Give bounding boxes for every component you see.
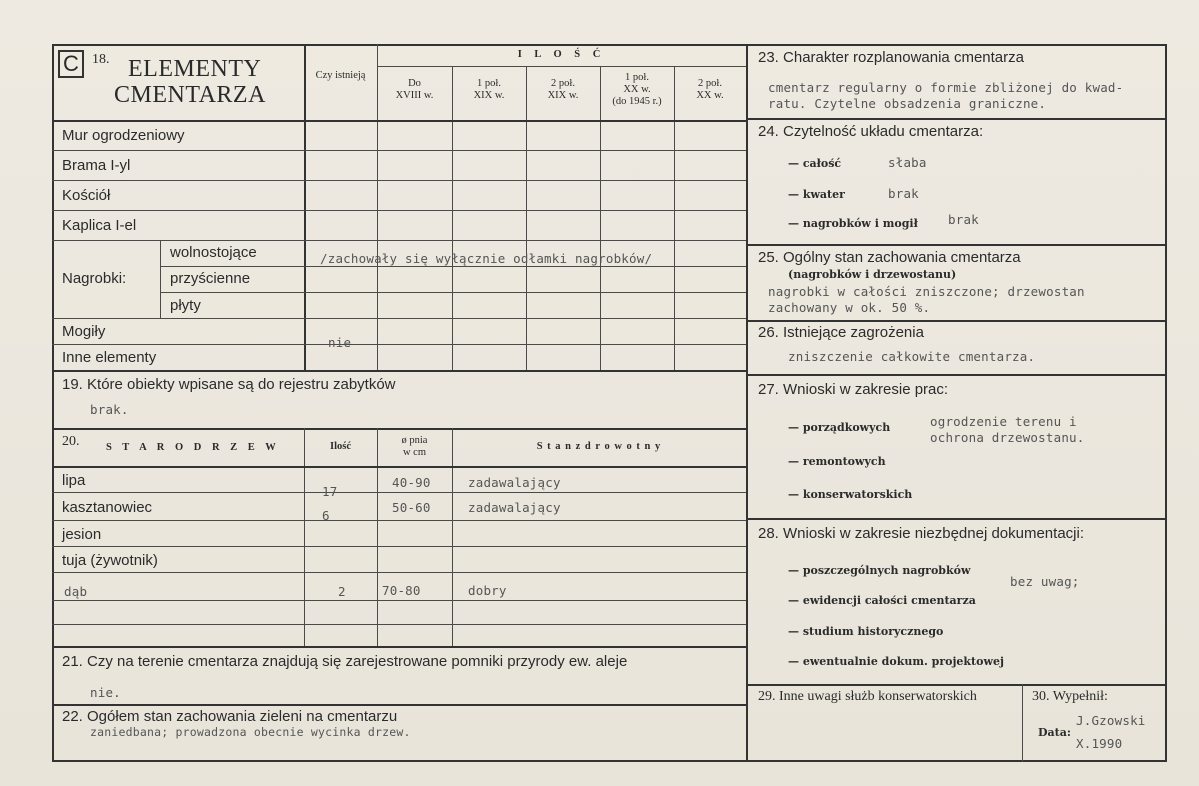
section28-answer: bez uwag; — [1010, 574, 1080, 589]
section25-line2: zachowany w ok. 50 %. — [768, 300, 931, 315]
section25-label: 25. Ogólny stan zachowania cmentarza — [758, 249, 1021, 266]
tree-kasztanowiec: kasztanowiec — [62, 499, 153, 516]
hline-s20-r4 — [52, 572, 746, 573]
section18-number: 18. — [92, 52, 110, 67]
section28-item-1: — poszczególnych nagrobków — [788, 564, 971, 577]
section22-answer: zaniedbana; prowadzona obecnie wycinka drzew. — [90, 725, 411, 739]
section24-nagrobkow: — nagrobków i mogił — [788, 217, 918, 230]
hline-18-bottom — [52, 370, 746, 372]
tree-dab: dąb — [64, 584, 88, 599]
diam-dab: 70-80 — [382, 583, 421, 598]
form-tag-box — [58, 50, 84, 78]
tree-lipa: lipa — [62, 472, 86, 489]
diam-lipa: 40-90 — [392, 475, 431, 490]
hline-r3 — [52, 210, 746, 211]
hline-s20-header — [52, 466, 746, 468]
col-hdr-4: 1 poł. XX w. (do 1945 r.) — [612, 72, 662, 107]
hline-s20-r5 — [52, 600, 746, 601]
row-plyty: płyty — [170, 297, 201, 314]
section30-label: 30. Wypełnił: — [1032, 689, 1108, 704]
hline-header-bottom — [52, 120, 746, 122]
vline-c4 — [600, 66, 601, 370]
diam-kasztanowiec: 50-60 — [392, 500, 431, 515]
center-divider — [746, 44, 748, 762]
count-jesion: 6 — [322, 508, 330, 523]
vline-c3 — [526, 66, 527, 370]
col-hdr-1: Do XVIII w. — [395, 78, 434, 101]
vline-c2 — [452, 66, 453, 370]
count-kasztanowiec: 17 — [322, 484, 338, 499]
hline-s20-r6 — [52, 624, 746, 625]
row-kosciol: Kościół — [62, 187, 111, 204]
col-hdr-2: 1 poł. XIX w. — [473, 78, 505, 101]
section27-konserwatorskich: — konserwatorskich — [788, 488, 913, 501]
state-dab: dobry — [468, 583, 507, 598]
col-hdr-5: 2 poł. XX w. — [696, 78, 724, 101]
section18-title-1: ELEMENTY — [128, 56, 262, 82]
section30-date-label: Data: — [1038, 726, 1071, 739]
col-stan: S t a n z d r o w o t n y — [536, 441, 662, 452]
section19-label: 19. Które obiekty wpisane są do rejestru zabytków — [62, 376, 396, 393]
section27-answer-1: ogrodzenie terenu i — [930, 414, 1077, 429]
vline-s20-2 — [377, 428, 378, 646]
mogily-note: nie — [328, 335, 352, 350]
hline-s20-r2 — [52, 520, 746, 521]
hline-s20-r3 — [52, 546, 746, 547]
hline-26-bottom — [746, 374, 1167, 376]
state-lipa: zadawalający — [468, 475, 561, 490]
state-kasztanowiec: zadawalający — [468, 500, 561, 515]
section28-item-4: — ewentualnie dokum. projektowej — [788, 655, 1004, 668]
hline-ilosc — [377, 66, 746, 67]
row-wolnostojace: wolnostojące — [170, 244, 257, 261]
section24-nagrobkow-value: brak — [948, 212, 979, 227]
hline-28-bottom — [746, 684, 1167, 686]
tree-tuja: tuja (żywotnik) — [62, 552, 158, 569]
section23-label: 23. Charakter rozplanowania cmentarza — [758, 49, 1024, 66]
section27-answer-2: ochrona drzewostanu. — [930, 430, 1085, 445]
section23-line1: cmentarz regularny o formie zbliżonej do kwad- — [768, 80, 1124, 95]
vline-29-30 — [1022, 684, 1023, 762]
form-tag: C — [63, 51, 79, 76]
section20-title: S T A R O D R Z E W — [106, 442, 280, 453]
col-ilosc: Ilość — [330, 441, 351, 452]
hline-20-bottom — [52, 646, 746, 648]
ilosc-header: I L O Ś Ć — [517, 49, 606, 60]
section19-answer: brak. — [90, 402, 129, 417]
section24-label: 24. Czytelność układu cmentarza: — [758, 123, 984, 140]
vline-s20-3 — [452, 428, 453, 646]
row-inne: Inne elementy — [62, 349, 157, 366]
section24-calosc: — całość — [788, 157, 842, 170]
hline-r7 — [52, 318, 746, 319]
hline-r2 — [52, 180, 746, 181]
nagrobki-note: /zachowały się wyłącznie odłamki nagrobków/ — [320, 251, 653, 266]
row-brama: Brama I-yl — [62, 157, 131, 174]
vline-exists — [304, 44, 306, 370]
hline-r1 — [52, 150, 746, 151]
section23-line2: ratu. Czytelne obsadzenia graniczne. — [768, 96, 1047, 111]
hline-25-bottom — [746, 320, 1167, 322]
hline-r4 — [52, 240, 746, 241]
vline-c5 — [674, 66, 675, 370]
row-nagrobki: Nagrobki: — [62, 270, 127, 287]
hline-s20-r1 — [52, 492, 746, 493]
section26-label: 26. Istniejące zagrożenia — [758, 324, 924, 341]
hline-23-bottom — [746, 118, 1167, 120]
col-hdr-3: 2 poł. XIX w. — [547, 78, 579, 101]
section24-calosc-value: słaba — [888, 155, 927, 170]
section24-kwater: — kwater — [788, 188, 845, 201]
section29-label: 29. Inne uwagi służb konserwatorskich — [758, 689, 977, 704]
section25-sub: (nagrobków i drzewostanu) — [788, 268, 957, 281]
hline-27-bottom — [746, 518, 1167, 520]
count-dab: 2 — [338, 584, 346, 599]
section27-remontowych: — remontowych — [788, 455, 886, 468]
section27-porzadkowych: — porządkowych — [788, 421, 891, 434]
hline-19-bottom — [52, 428, 746, 430]
section28-label: 28. Wnioski w zakresie niezbędnej dokumentacji: — [758, 525, 1084, 542]
tree-jesion: jesion — [62, 526, 102, 543]
row-kaplica: Kaplica I-el — [62, 217, 137, 234]
section26-answer: zniszczenie całkowite cmentarza. — [788, 349, 1036, 364]
hline-r5 — [160, 266, 746, 267]
section30-date: X.1990 — [1076, 736, 1123, 751]
vline-s20-1 — [304, 428, 305, 646]
col-exists-label: Czy istnieją — [315, 70, 366, 81]
hline-r6 — [160, 292, 746, 293]
section22-label: 22. Ogółem stan zachowania zieleni na cmentarzu — [62, 708, 398, 725]
section28-item-2: — ewidencji całości cmentarza — [788, 594, 976, 607]
row-przyscienne: przyścienne — [170, 270, 251, 287]
row-mogily: Mogiły — [62, 323, 106, 340]
section25-line1: nagrobki w całości zniszczone; drzewostan — [768, 284, 1085, 299]
hline-r8 — [52, 344, 746, 345]
section18-title-2: CMENTARZA — [114, 82, 266, 108]
section27-label: 27. Wnioski w zakresie prac: — [758, 381, 949, 398]
hline-21-bottom — [52, 704, 746, 706]
section28-item-3: — studium historycznego — [788, 625, 944, 638]
section20-number: 20. — [62, 434, 80, 449]
section30-name: J.Gzowski — [1076, 713, 1146, 728]
hline-24-bottom — [746, 244, 1167, 246]
section21-answer: nie. — [90, 685, 121, 700]
vline-nagrobki — [160, 240, 161, 318]
col-pien: ø pnia w cm — [401, 435, 428, 458]
section21-label: 21. Czy na terenie cmentarza znajdują się zarejestrowane pomniki przyrody ew. aleje — [62, 653, 628, 670]
row-mur: Mur ogrodzeniowy — [62, 127, 185, 144]
section24-kwater-value: brak — [888, 186, 919, 201]
